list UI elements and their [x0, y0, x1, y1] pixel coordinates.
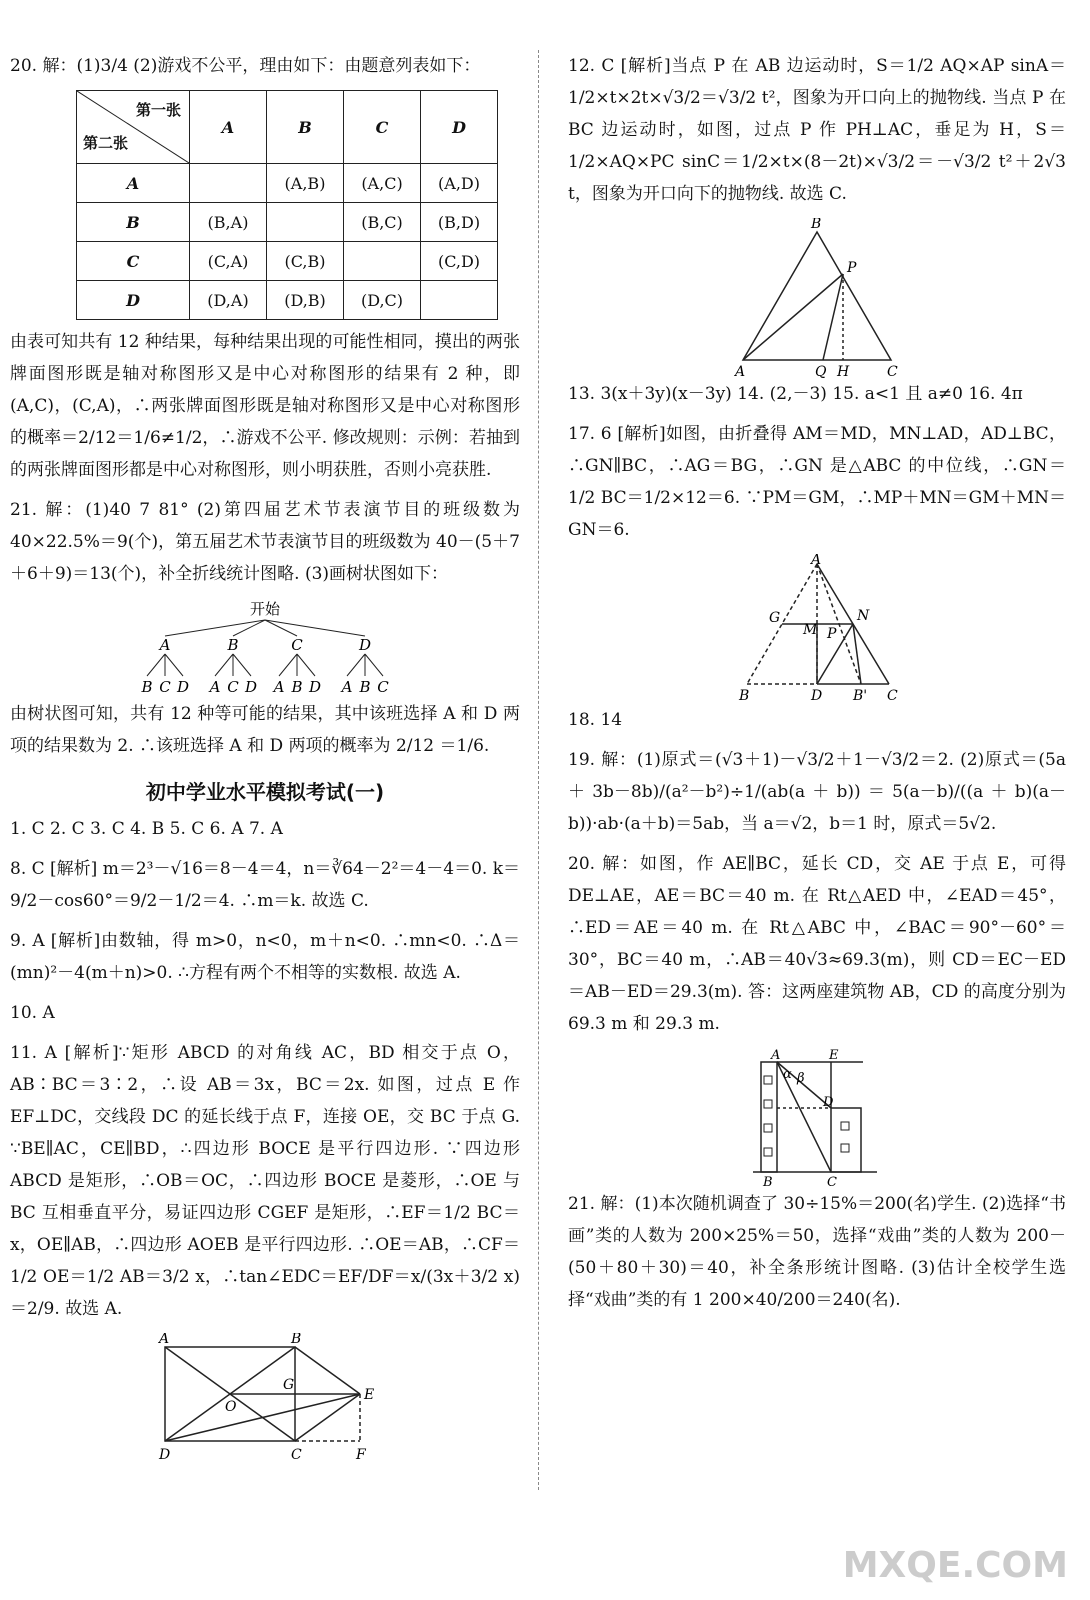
tree-leaf: A — [273, 678, 285, 696]
fig20-label: C — [827, 1175, 837, 1188]
table-row — [77, 164, 498, 203]
fig17-label: M — [803, 622, 818, 638]
fig17-label: P — [827, 626, 837, 642]
fig12-label: A — [735, 364, 746, 378]
fig20-label: E — [829, 1048, 839, 1063]
table-row — [77, 242, 498, 281]
q12-answer: 12. C [解析]当点 P 在 AB 边运动时，S＝1/2 AQ×AP sinA＝1/2×t×2t×√3/2＝√3/2 t²，图象为开口向上的抛物线. 当点 P 在 BC 边运动时，如图，过点 P 作 PH⊥AC，垂足为 H，S＝1/2×AQ×PC sinC＝1/2×t×(8－2t)×√3/2＝－√3/2 t²＋2√3 t，图象为开口向下的抛物线. 故选 C. — [568, 56, 1066, 204]
col-header: A — [190, 91, 267, 164]
corner-bottom-label: 第二张 — [83, 134, 129, 152]
q20-answer: 20. 解：如图，作 AE∥BC，延长 CD，交 AE 于点 E，可得 DE⊥AE，AE＝BC＝40 m. 在 Rt△AED 中，∠EAD＝45°，∴ED＝AE＝40 m. 在 Rt△ABC 中，∠BAC＝90°－60°＝30°，BC＝40 m，∴AB＝40√3≈69.3(m)，则 CD＝EC－ED＝AB－ED＝29.3(m). 答：这两座建筑物 AB，CD 的高度分别为 69.3 m 和 29.3 m. — [568, 854, 1066, 1034]
table-cell: (D,C) — [344, 281, 421, 320]
fig11-label: D — [159, 1447, 171, 1463]
q19-answer: 19. 解：(1)原式＝(√3＋1)－√3/2＋1－√3/2＝2. (2)原式＝(5a＋3b－8b)/(a²－b²)÷1/(ab(a＋b))＝5(a－b)/((a＋b)(a－b))·ab·(a＋b)＝5ab，当 a＝√2，b＝1 时，原式＝5√2. — [568, 750, 1066, 834]
table-cell: (A,B) — [267, 164, 344, 203]
tree-leaf: D — [244, 678, 258, 696]
fig11-label: C — [291, 1447, 302, 1463]
table-cell — [344, 242, 421, 281]
q20-intro: 20. 解：(1)3/4 (2)游戏不公平，理由如下：由题意列表如下： — [10, 56, 481, 76]
table-cell: (B,D) — [421, 203, 498, 242]
right-column — [568, 50, 1066, 1324]
row-header: C — [77, 242, 190, 281]
fig12-label: B — [811, 218, 822, 232]
fig17-label: G — [769, 610, 781, 626]
tree-leaf: B — [141, 678, 153, 696]
fig17-label: C — [887, 688, 898, 704]
tree-node: D — [358, 636, 372, 654]
table-cell: (B,C) — [344, 203, 421, 242]
q13-16-answers: 13. 3(x＋3y)(x－3y) 14. (2,－3) 15. a<1 且 a≠0 16. 4π — [568, 384, 1023, 404]
fig20-label: D — [823, 1095, 834, 1110]
row-header: D — [77, 281, 190, 320]
fig17-label: N — [857, 608, 870, 624]
q9-answer: 9. A [解析]由数轴，得 m>0，n<0，m＋n<0. ∴mn<0. ∴Δ＝(mn)²－4(m＋n)>0. ∴方程有两个不相等的实数根. 故选 A. — [10, 931, 520, 983]
tree-root: 开始 — [249, 600, 281, 618]
fig12-label: H — [837, 364, 850, 378]
table-cell — [421, 281, 498, 320]
table-cell: (B,A) — [190, 203, 267, 242]
table-cell: (D,A) — [190, 281, 267, 320]
q17-answer: 17. 6 [解析]如图，由折叠得 AM＝MD，MN⊥AD，AD⊥BC，∴GN∥BC，∴AG＝BG，∴GN 是△ABC 的中位线，∴GN＝1/2 BC＝1/2×12＝6. ∵PM＝GM，∴MP＋MN＝GM＋MN＝GN＝6. — [568, 424, 1066, 540]
fig-q11-rectangle — [145, 1333, 385, 1463]
table-cell: (C,B) — [267, 242, 344, 281]
fig11-label: E — [364, 1387, 375, 1403]
table-cell — [267, 203, 344, 242]
q21-conclusion: 由树状图可知，共有 12 种等可能的结果，其中该班选择 A 和 D 两项的结果数为 2. ∴该班选择 A 和 D 两项的概率为 2/12 ＝1/6. — [10, 704, 520, 756]
answers-1-7: 1. C 2. C 3. C 4. B 5. C 6. A 7. A — [10, 819, 283, 839]
col-header: C — [344, 91, 421, 164]
fig20-label: B — [763, 1175, 773, 1188]
fig11-label: O — [225, 1399, 237, 1415]
table-cell — [190, 164, 267, 203]
fig12-label: P — [847, 260, 857, 276]
fig17-label: B' — [853, 688, 868, 704]
tree-leaf: B — [291, 678, 303, 696]
q8-answer: 8. C [解析] m＝2³－√16＝8－4＝4，n＝∛64－2²＝4－4＝0. k＝9/2－cos60°＝9/2－1/2＝4. ∴m＝k. 故选 C. — [10, 859, 520, 911]
tree-leaf: C — [159, 678, 171, 696]
tree-diagram — [115, 598, 415, 698]
outcome-table — [76, 90, 498, 320]
table-cell: (D,B) — [267, 281, 344, 320]
q11-answer: 11. A [解析]∵矩形 ABCD 的对角线 AC，BD 相交于点 O，AB∶BC＝3∶2，∴设 AB＝3x，BC＝2x. 如图，过点 E 作 EF⊥DC，交线段 DC 的延长线于点 F，连接 OE，交 BC 于点 G. ∵BE∥AC，CE∥BD，∴四边形 BOCE 是平行四边形. ∵四边形 ABCD 是矩形，∴OB＝OC，∴四边形 BOCE 是菱形，∴OE 与 BC 互相垂直平分，易证四边形 CGEF 是矩形，∴EF＝1/2 BC＝x，OE∥AB，∴四边形 AOEB 是平行四边形. ∴OE＝AB，∴CF＝1/2 OE＝1/2 AB＝3/2 x，∴tan∠EDC＝EF/DF＝x/(3x＋3/2 x)＝2/9. 故选 A. — [10, 1043, 520, 1319]
fig20-label: β — [797, 1071, 805, 1086]
left-column — [10, 50, 520, 1463]
watermark: MXQE.COM — [842, 1545, 1068, 1586]
q18-answer: 18. 14 — [568, 710, 623, 730]
tree-leaf: C — [227, 678, 239, 696]
q20-text: 由表可知共有 12 种结果，每种结果出现的可能性相同，摸出的两张牌面图形既是轴对称图形又是中心对称图形的结果有 2 种，即(A,C)，(C,A)，∴两张牌面图形既是轴对称图形又是中心对称图形的概率＝2/12＝1/6≠1/2，∴游戏不公平. 修改规则：示例：若抽到的两张牌面图形都是中心对称图形，则小明获胜，否则小亮获胜. — [10, 332, 520, 480]
q10-answer: 10. A — [10, 1003, 55, 1023]
tree-node: C — [291, 636, 303, 654]
tree-node: B — [227, 636, 239, 654]
fig12-label: C — [887, 364, 898, 378]
q21-text: 21. 解：(1)40 7 81° (2)第四届艺术节表演节目的班级数为 40×22.5%＝9(个)，第五届艺术节表演节目的班级数为 40－(5＋7＋6＋9)＝13(个)，补全折线统计图略. (3)画树状图如下： — [10, 500, 520, 584]
col-header: D — [421, 91, 498, 164]
column-divider — [538, 50, 539, 1490]
tree-leaf: C — [377, 678, 389, 696]
col-header: B — [267, 91, 344, 164]
tree-node: A — [159, 636, 171, 654]
fig20-label: α — [783, 1067, 792, 1082]
fig-q17-fold — [717, 554, 917, 704]
fig-q20-buildings — [747, 1048, 887, 1188]
table-cell: (C,D) — [421, 242, 498, 281]
fig20-label: A — [771, 1048, 781, 1063]
fig11-label: F — [356, 1447, 366, 1463]
table-row — [77, 203, 498, 242]
table-cell: (A,D) — [421, 164, 498, 203]
fig11-label: G — [283, 1377, 295, 1393]
q21-answer-right: 21. 解：(1)本次随机调查了 30÷15%＝200(名)学生. (2)选择“书画”类的人数为 200×25%＝50，选择“戏曲”类的人数为 200－(50＋80＋30)＝40，补全条形统计图略. (3)估计全校学生选择“戏曲”类的有 1 200×40/200＝240(名). — [568, 1194, 1066, 1310]
table-cell: (C,A) — [190, 242, 267, 281]
fig11-label: A — [159, 1333, 170, 1347]
fig-q12-triangle — [717, 218, 917, 378]
fig11-label: B — [291, 1333, 302, 1347]
corner-top-label: 第一张 — [135, 101, 181, 119]
table-cell: (A,C) — [344, 164, 421, 203]
fig17-label: B — [739, 688, 750, 704]
tree-leaf: A — [341, 678, 353, 696]
section-title: 初中学业水平模拟考试(一) — [145, 780, 385, 804]
tree-leaf: D — [176, 678, 190, 696]
fig17-label: A — [811, 554, 822, 568]
tree-leaf: D — [308, 678, 322, 696]
row-header: B — [77, 203, 190, 242]
fig17-label: D — [811, 688, 823, 704]
table-corner — [77, 91, 190, 164]
fig12-label: Q — [815, 364, 827, 378]
tree-leaf: A — [209, 678, 221, 696]
row-header: A — [77, 164, 190, 203]
tree-leaf: B — [359, 678, 371, 696]
table-row — [77, 281, 498, 320]
